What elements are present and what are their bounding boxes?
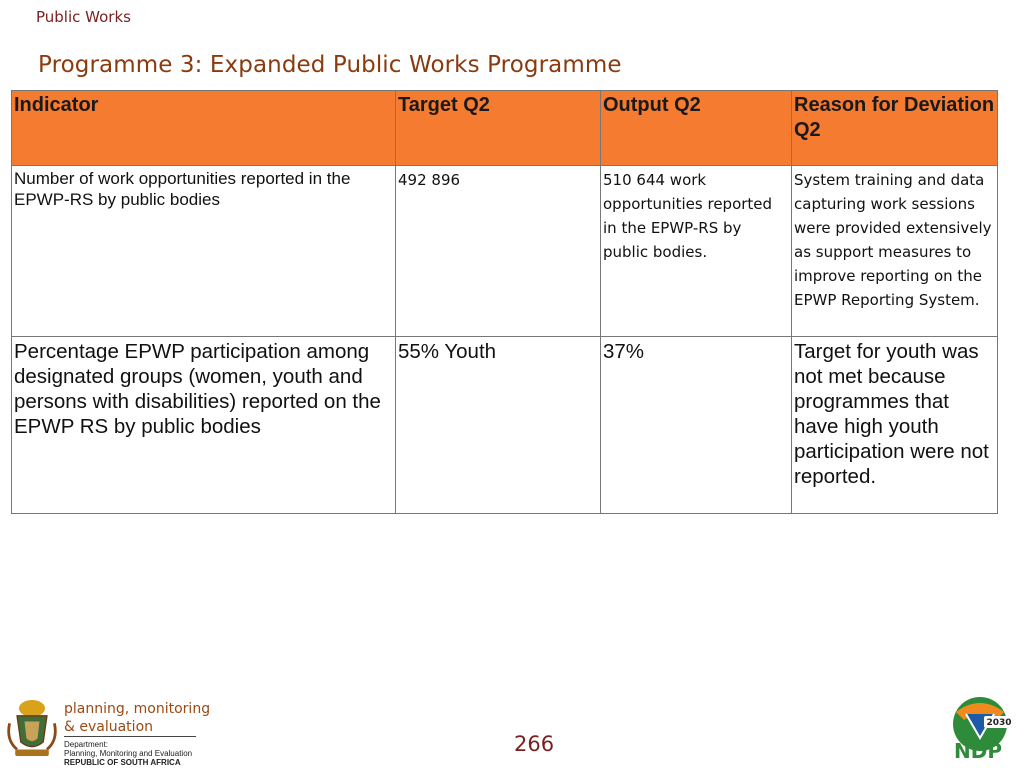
department-block — [64, 740, 192, 767]
reason-cell: System training and data capturing work sessions were provided extensively as support measures to improve reporting on the EPWP Reporting System. — [792, 166, 998, 337]
pme-line-2: & evaluation — [64, 719, 154, 735]
ndp-year: 2030 — [986, 718, 1012, 728]
reason-cell: Target for youth was not met because programmes that have high youth participation were not reported. — [792, 337, 998, 514]
output-cell: 510 644 work opportunities reported in the EPWP-RS by public bodies. — [601, 166, 792, 337]
pme-line-1: planning, monitoring — [64, 701, 211, 717]
page-number: 266 — [514, 732, 555, 756]
table-row — [12, 337, 998, 514]
department-label: Public Works — [36, 8, 131, 26]
header-target: Target Q2 — [396, 91, 601, 166]
table-header-row — [12, 91, 998, 166]
ndp-text: NDP — [954, 739, 1002, 762]
header-output: Output Q2 — [601, 91, 792, 166]
coat-of-arms-logo — [4, 694, 60, 762]
performance-table — [11, 90, 998, 514]
indicator-cell: Percentage EPWP participation among designated groups (women, youth and persons with disabilities) reported on the EPWP RS by public bodies — [12, 337, 396, 514]
pme-divider — [64, 736, 196, 737]
target-cell: 492 896 — [396, 166, 601, 337]
header-indicator: Indicator — [12, 91, 396, 166]
target-cell: 55% Youth — [396, 337, 601, 514]
dept-line-2: Planning, Monitoring and Evaluation — [64, 749, 193, 758]
pme-wordmark — [64, 700, 210, 736]
header-reason: Reason for Deviation Q2 — [792, 91, 998, 166]
slide-title: Programme 3: Expanded Public Works Programme — [38, 52, 622, 78]
indicator-cell: Number of work opportunities reported in the EPWP-RS by public bodies — [12, 166, 396, 337]
ndp-2030-logo — [944, 694, 1016, 762]
dept-line-1: Department: — [64, 740, 109, 749]
dept-line-3: REPUBLIC OF SOUTH AFRICA — [64, 758, 181, 767]
output-cell: 37% — [601, 337, 792, 514]
table-row — [12, 166, 998, 337]
